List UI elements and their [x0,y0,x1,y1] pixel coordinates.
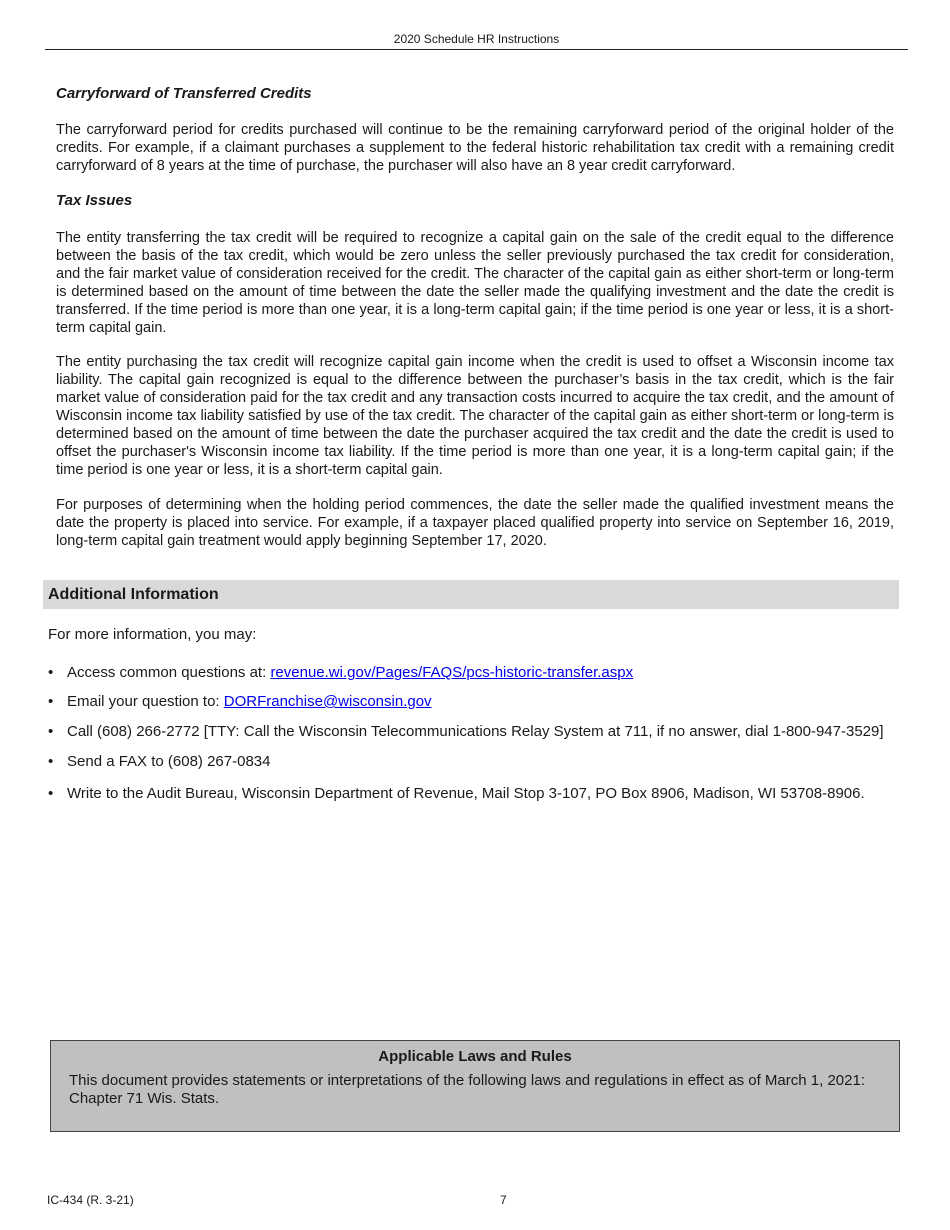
faq-link[interactable]: revenue.wi.gov/Pages/FAQS/pcs-historic-transfer.aspx [270,664,634,681]
section-title: Tax Issues [56,192,133,209]
additional-info-title: Additional Information [48,586,219,603]
paragraph: The entity transferring the tax credit will be required to recognize a capital gain on the sale of the credit equal to the difference between the basis of the tax credit, which would be zero unless the seller previously purchased the tax credit for consideration, and the fair market value of consideration received for the credit. The character of the capital gain as either short-term or long-term is determined based on the amount of time between the date the seller made the qualifying investment and the date the credit is transferred. If the time period is more than one year, it is a long-term capital gain; if the time period is one year or less, it is a short-term capital gain. [56,230,894,336]
tax-issues-body-2 [56,353,894,479]
section-title: Carryforward of Transferred Credits [56,85,312,102]
bullet-icon: • [48,693,54,710]
page-header [45,32,908,50]
email-link[interactable]: DORFranchise@wisconsin.gov [223,693,432,710]
list-item-text: Access common questions at: [67,664,271,681]
paragraph: The carryforward period for credits purchased will continue to be the remaining carryforward period of the original holder of the credits. For example, if a claimant purchases a supplement to the federal historic rehabilitation tax credit with a remaining credit carryforward of 8 years at the time of purchase, the purchaser will also have an 8 year credit carryforward. [56,122,894,174]
list-item [48,693,432,710]
bullet-icon: • [48,723,54,740]
bullet-icon: • [48,664,54,681]
list-item-text: Send a FAX to (608) 267-0834 [67,753,271,770]
form-code: IC-434 (R. 3-21) [47,1193,134,1207]
bullet-icon: • [48,785,54,802]
list-item [48,785,865,802]
bullet-icon: • [48,753,54,770]
tax-issues-section [56,192,894,209]
list-item [48,753,270,770]
list-item [48,723,884,740]
list-item-text: Email your question to: [67,693,224,710]
carryforward-section [56,85,894,102]
list-item-text: Write to the Audit Bureau, Wisconsin Department of Revenue, Mail Stop 3-107, PO Box 8906, Madison, WI 53708-8906. [67,785,865,802]
additional-info-heading [43,580,899,609]
paragraph: The entity purchasing the tax credit will recognize capital gain income when the credit is used to offset a Wisconsin income tax liability. The capital gain recognized is equal to the difference between the purchaser’s basis in the tax credit, which is the fair market value of consideration paid for the tax credit and any transaction costs incurred to acquire the tax credit, and the amount of Wisconsin income tax liability satisfied by use of the tax credit. The character of the capital gain as either short-term or long-term is determined based on the amount of time between the date the purchaser acquired the tax credit and the date the credit is used to offset the purchaser's Wisconsin income tax liability. If the time period is more than one year, it is a long-term capital gain; if the time period is one year or less, it is a short-term capital gain. [56,354,894,478]
additional-info-intro: For more information, you may: [48,626,257,643]
tax-issues-body-1 [56,229,894,337]
applicable-laws-box [50,1040,900,1132]
list-item [48,664,633,681]
paragraph: For purposes of determining when the holding period commences, the date the seller made the qualified investment means the date the property is placed into service. For example, if a taxpayer placed qualified property into service on September 16, 2019, long-term capital gain treatment would apply beginning September 17, 2020. [56,497,894,549]
page-number: 7 [500,1193,507,1207]
carryforward-body [56,121,894,175]
header-title: 2020 Schedule HR Instructions [393,32,560,46]
laws-title: Applicable Laws and Rules [378,1048,572,1065]
laws-text: This document provides statements or interpretations of the following laws and regulations in effect as of March 1, 2021: Chapter 71 Wis. Stats. [69,1072,865,1107]
tax-issues-body-3 [56,496,894,550]
list-item-text: Call (608) 266-2772 [TTY: Call the Wisconsin Telecommunications Relay System at 711, if no answer, dial 1-800-947-3529] [67,723,884,740]
